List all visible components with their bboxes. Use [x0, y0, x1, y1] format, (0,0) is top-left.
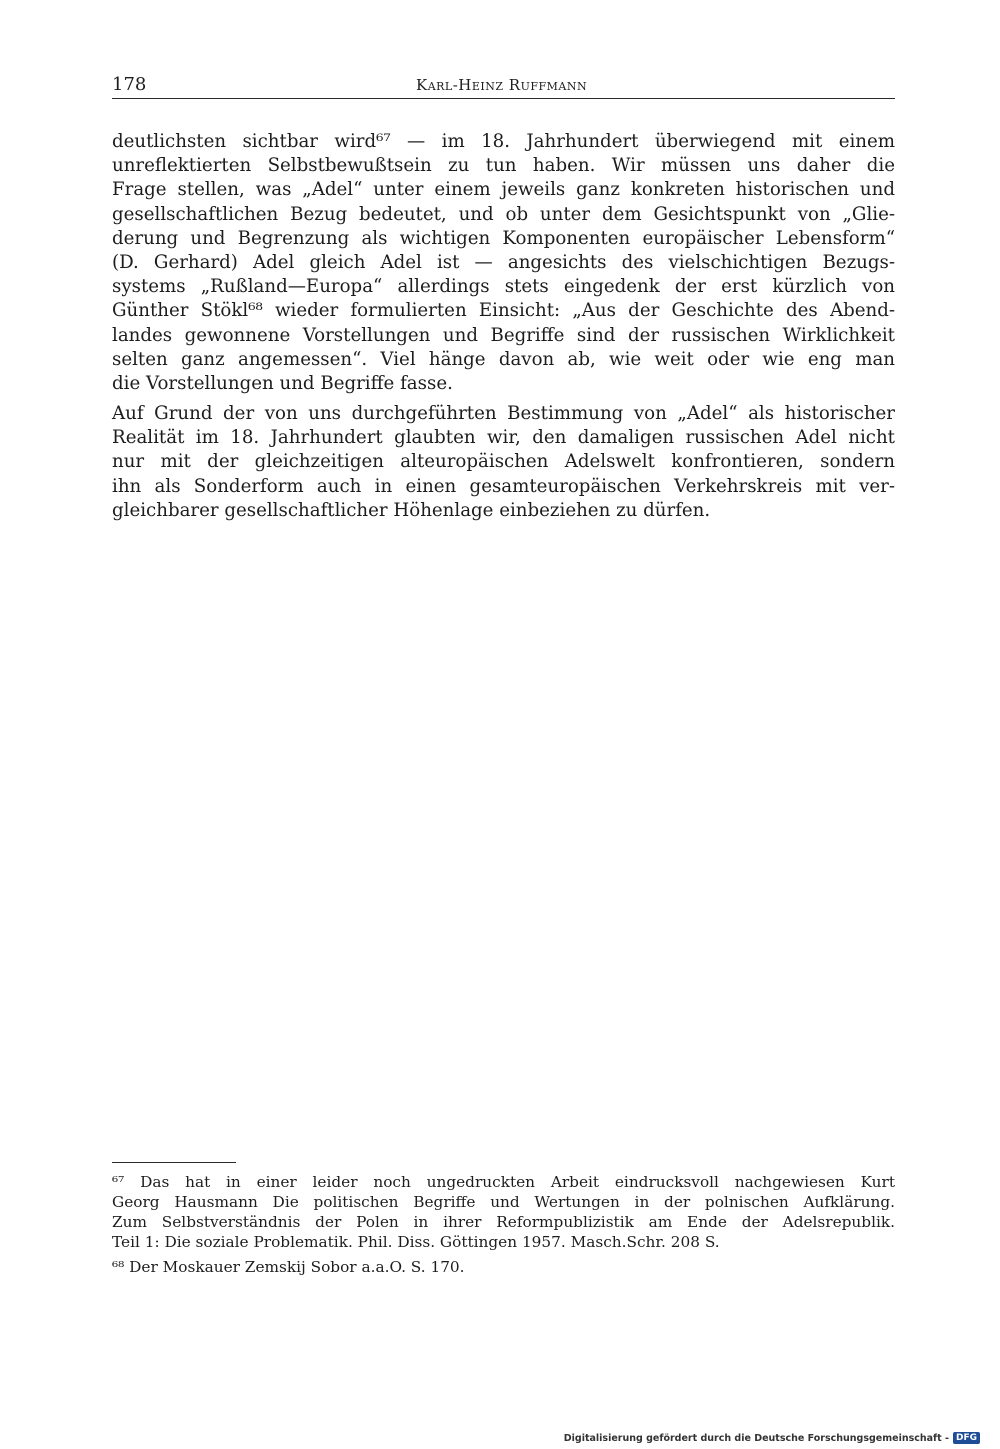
footnote-line: Zum Selbstverständnis der Polen in ihrer Reformpublizistik am Ende der Adelsrepublik.: [112, 1213, 895, 1231]
text-line: ihn als Sonderform auch in einen gesamteuropäischen Verkehrskreis mit ver-: [112, 475, 895, 497]
digitization-notice-text: Digitalisierung gefördert durch die Deutsche Forschungsgemeinschaft -: [563, 1432, 949, 1444]
paragraph: [112, 402, 895, 523]
footnote-line: ⁶⁷ Das hat in einer leider noch ungedruckten Arbeit eindrucksvoll nachgewiesen Kurt: [112, 1173, 895, 1191]
paragraph: [112, 130, 895, 396]
dfg-logo: DFG: [953, 1432, 980, 1444]
text-line: Frage stellen, was „Adel“ unter einem jeweils ganz konkreten historischen und: [112, 179, 895, 201]
text-line: Auf Grund der von uns durchgeführten Bestimmung von „Adel“ als historischer: [112, 403, 895, 425]
text-line: selten ganz angemessen“. Viel hänge davon ab, wie weit oder wie eng man: [112, 348, 895, 370]
text-line: (D. Gerhard) Adel gleich Adel ist — angesichts des vielschichtigen Bezugs-: [112, 251, 895, 273]
body-text: [112, 130, 895, 523]
text-line: deutlichsten sichtbar wird⁶⁷ — im 18. Jahrhundert überwiegend mit einem: [112, 131, 895, 152]
footnote-line: Georg Hausmann Die politischen Begriffe und Wertungen in der polnischen Aufklärung.: [112, 1193, 895, 1211]
footnote-68: [112, 1257, 895, 1277]
footnote-line: Teil 1: Die soziale Problematik. Phil. Diss. Göttingen 1957. Masch.Schr. 208 S.: [112, 1233, 720, 1251]
text-line: nur mit der gleichzeitigen alteuropäischen Adelswelt konfrontieren, sondern: [112, 451, 895, 473]
text-line: unreflektierten Selbstbewußtsein zu tun haben. Wir müssen uns daher die: [112, 155, 895, 177]
footnote-rule: [112, 1162, 236, 1163]
header-rule: [112, 98, 895, 99]
footnotes: [112, 1172, 895, 1277]
text-line: Realität im 18. Jahrhundert glaubten wir, den damaligen russischen Adel nicht: [112, 427, 895, 449]
page-number: 178: [112, 74, 147, 95]
text-line: gesellschaftlichen Bezug bedeutet, und ob unter dem Gesichtspunkt von „Glie-: [112, 203, 895, 225]
text-line: die Vorstellungen und Begriffe fasse.: [112, 372, 453, 394]
footnote-67: [112, 1172, 895, 1252]
text-line: gleichbarer gesellschaftlicher Höhenlage einbeziehen zu dürfen.: [112, 499, 711, 521]
text-line: derung und Begrenzung als wichtigen Komponenten europäischer Lebensform“: [112, 227, 895, 249]
digitization-notice: [564, 1432, 980, 1444]
text-line: Günther Stökl⁶⁸ wieder formulierten Einsicht: „Aus der Geschichte des Abend-: [112, 300, 895, 322]
footnote-line: ⁶⁸ Der Moskauer Zemskij Sobor a.a.O. S. 170.: [112, 1258, 465, 1276]
text-line: landes gewonnene Vorstellungen und Begriffe sind der russischen Wirklichkeit: [112, 324, 895, 346]
text-line: systems „Rußland—Europa“ allerdings stets eingedenk der erst kürzlich von: [112, 276, 895, 298]
running-head: Karl-Heinz Ruffmann: [416, 76, 588, 94]
